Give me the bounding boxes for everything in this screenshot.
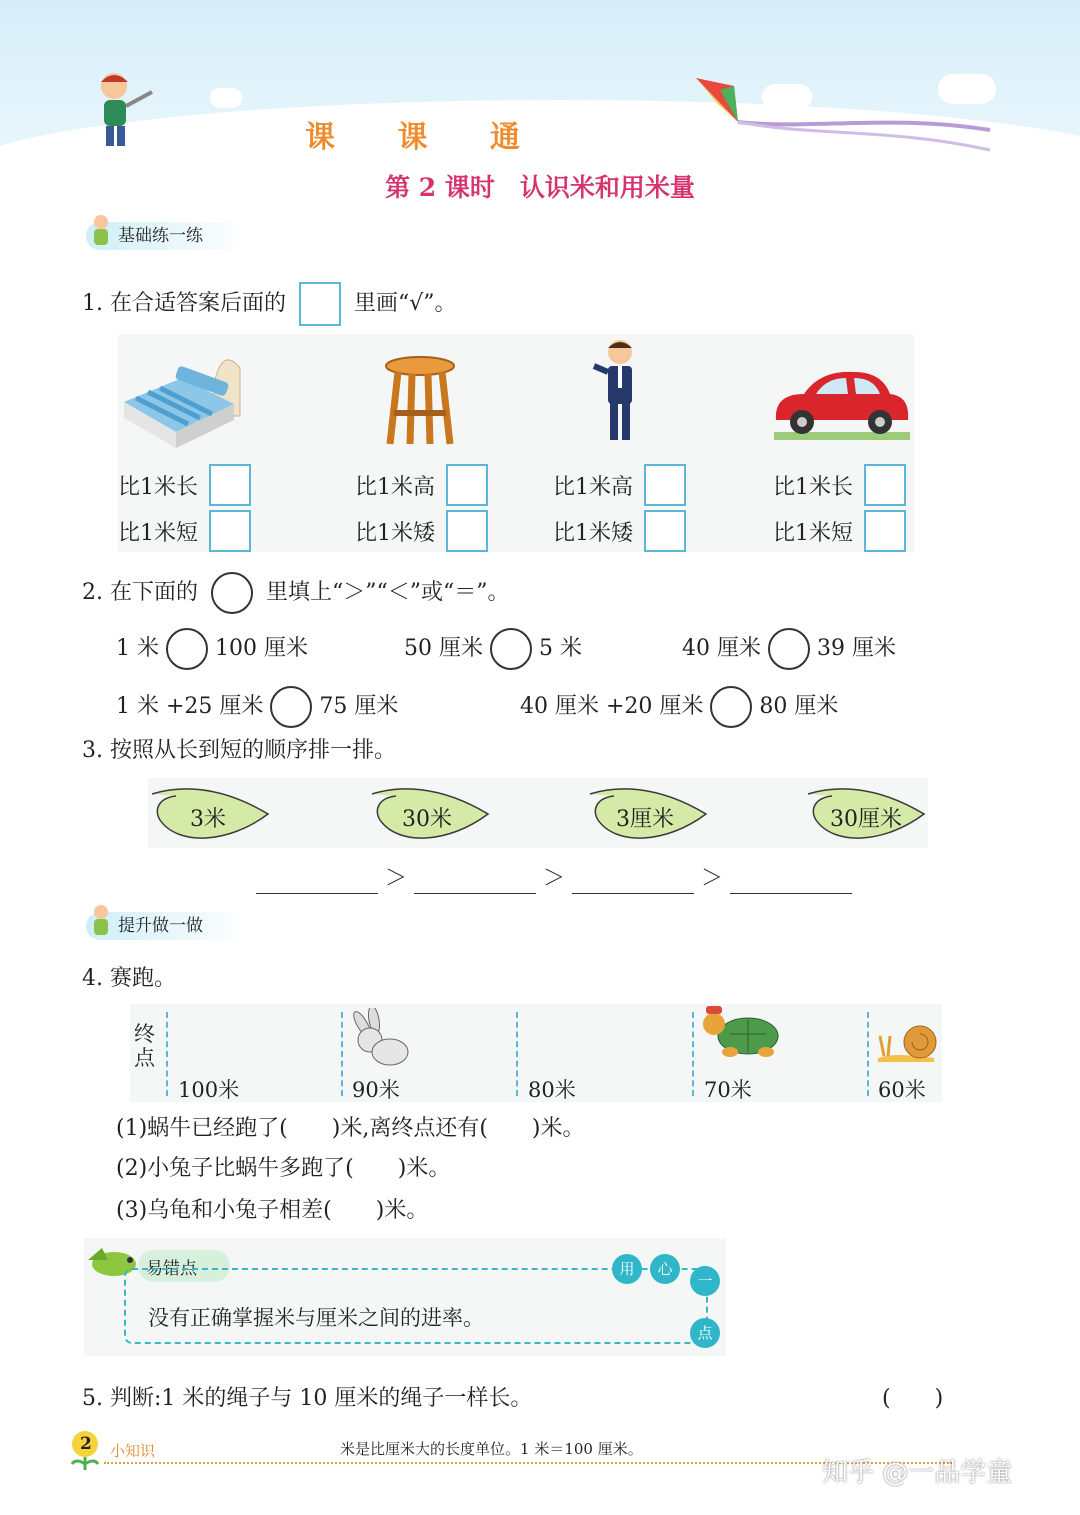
answer-box[interactable] [209, 464, 251, 506]
tip-pill: 心 [650, 1254, 680, 1284]
compare-circle[interactable] [490, 628, 532, 670]
tip-text: 没有正确掌握米与厘米之间的进率。 [148, 1306, 484, 1330]
series-title: 课 课 通 [305, 120, 546, 155]
answer-box[interactable] [864, 464, 906, 506]
answer-box[interactable] [209, 510, 251, 552]
order-answer-row: ＞ ＞ ＞ [256, 864, 852, 894]
bed-icon [122, 344, 242, 450]
q1-option: 比1米长 [118, 475, 198, 500]
tip-pill: 用 [612, 1254, 642, 1284]
snail-icon [874, 1018, 940, 1064]
q1-option: 比1米短 [118, 521, 198, 546]
footer-fact: 米是比厘米大的长度单位。1 米＝100 厘米。 [340, 1440, 643, 1458]
leaf-label: 30厘米 [830, 807, 902, 832]
compare-circle[interactable] [166, 628, 208, 670]
answer-line[interactable] [730, 873, 852, 894]
page-number: 2 [80, 1434, 92, 1454]
sample-circle [211, 572, 253, 614]
stool-icon [384, 356, 456, 446]
sample-box [299, 282, 341, 326]
kid-icon [90, 904, 112, 938]
answer-box[interactable] [446, 510, 488, 552]
turtle-icon [700, 1002, 782, 1062]
q4-sub: (3)乌龟和小兔子相差( )米。 [116, 1198, 429, 1223]
leaf-label: 3厘米 [616, 807, 674, 832]
kite-icon [690, 70, 1000, 160]
q2-item: 40 厘米 +20 厘米 80 厘米 [520, 686, 838, 728]
boy-icon [92, 70, 162, 152]
track-line [692, 1012, 694, 1096]
finish-label: 终点 [134, 1022, 155, 1070]
q1-option: 比1米长 [773, 475, 853, 500]
lesson-title: 第 2 课时 认识米和用米量 [385, 173, 695, 202]
judge-blank[interactable]: ( ) [882, 1386, 944, 1411]
distance-mark: 60米 [878, 1078, 926, 1102]
answer-box[interactable] [446, 464, 488, 506]
tip-pill: 点 [690, 1318, 720, 1348]
q4-prompt: 4. 赛跑。 [82, 966, 176, 991]
tip-label: 易错点 [146, 1259, 197, 1279]
section-badge-advanced: 提升做一做 [86, 912, 248, 940]
q1-option: 比1米短 [773, 521, 853, 546]
answer-line[interactable] [256, 873, 378, 894]
answer-line[interactable] [414, 873, 536, 894]
track-line [341, 1012, 343, 1096]
rabbit-icon [348, 1008, 412, 1068]
footer-label: 小知识 [110, 1442, 156, 1460]
q2-item: 1 米 +25 厘米 75 厘米 [116, 686, 398, 728]
watermark: 知乎 @一品学童 [822, 1458, 1013, 1488]
q3-prompt: 3. 按照从长到短的顺序排一排。 [82, 738, 396, 763]
q1-option: 比1米矮 [553, 521, 633, 546]
distance-mark: 70米 [704, 1078, 752, 1102]
distance-mark: 90米 [352, 1078, 400, 1102]
q5-prompt: 5. 判断:1 米的绳子与 10 厘米的绳子一样长。 [82, 1386, 533, 1411]
q2-item: 40 厘米 39 厘米 [682, 628, 896, 670]
distance-mark: 100米 [178, 1078, 240, 1102]
track-line [867, 1012, 869, 1096]
kid-icon [90, 214, 112, 248]
answer-box[interactable] [644, 510, 686, 552]
q1-option: 比1米高 [355, 475, 435, 500]
q2-item: 50 厘米 5 米 [404, 628, 582, 670]
car-icon [770, 364, 912, 442]
q1-option: 比1米矮 [355, 521, 435, 546]
answer-box[interactable] [644, 464, 686, 506]
cloud-icon [210, 88, 242, 108]
leaf-label: 30米 [402, 807, 452, 832]
section-badge-basic: 基础练一练 [86, 222, 248, 250]
q1-option: 比1米高 [553, 475, 633, 500]
compare-circle[interactable] [768, 628, 810, 670]
compare-circle[interactable] [270, 686, 312, 728]
q2-item: 1 米 100 厘米 [116, 628, 308, 670]
q1-prompt: 1. 在合适答案后面的 里画“√”。 [82, 282, 457, 326]
answer-box[interactable] [864, 510, 906, 552]
answer-line[interactable] [572, 873, 694, 894]
track-line [166, 1012, 168, 1096]
man-icon [590, 338, 642, 444]
distance-mark: 80米 [528, 1078, 576, 1102]
q4-sub: (2)小兔子比蜗牛多跑了( )米。 [116, 1156, 451, 1181]
tip-pill: 一 [690, 1266, 720, 1296]
q4-sub: (1)蜗牛已经跑了( )米,离终点还有( )米。 [116, 1116, 585, 1141]
track-line [516, 1012, 518, 1096]
compare-circle[interactable] [710, 686, 752, 728]
q2-prompt: 2. 在下面的 里填上“＞”“＜”或“＝”。 [82, 572, 509, 614]
leaf-label: 3米 [190, 807, 226, 832]
